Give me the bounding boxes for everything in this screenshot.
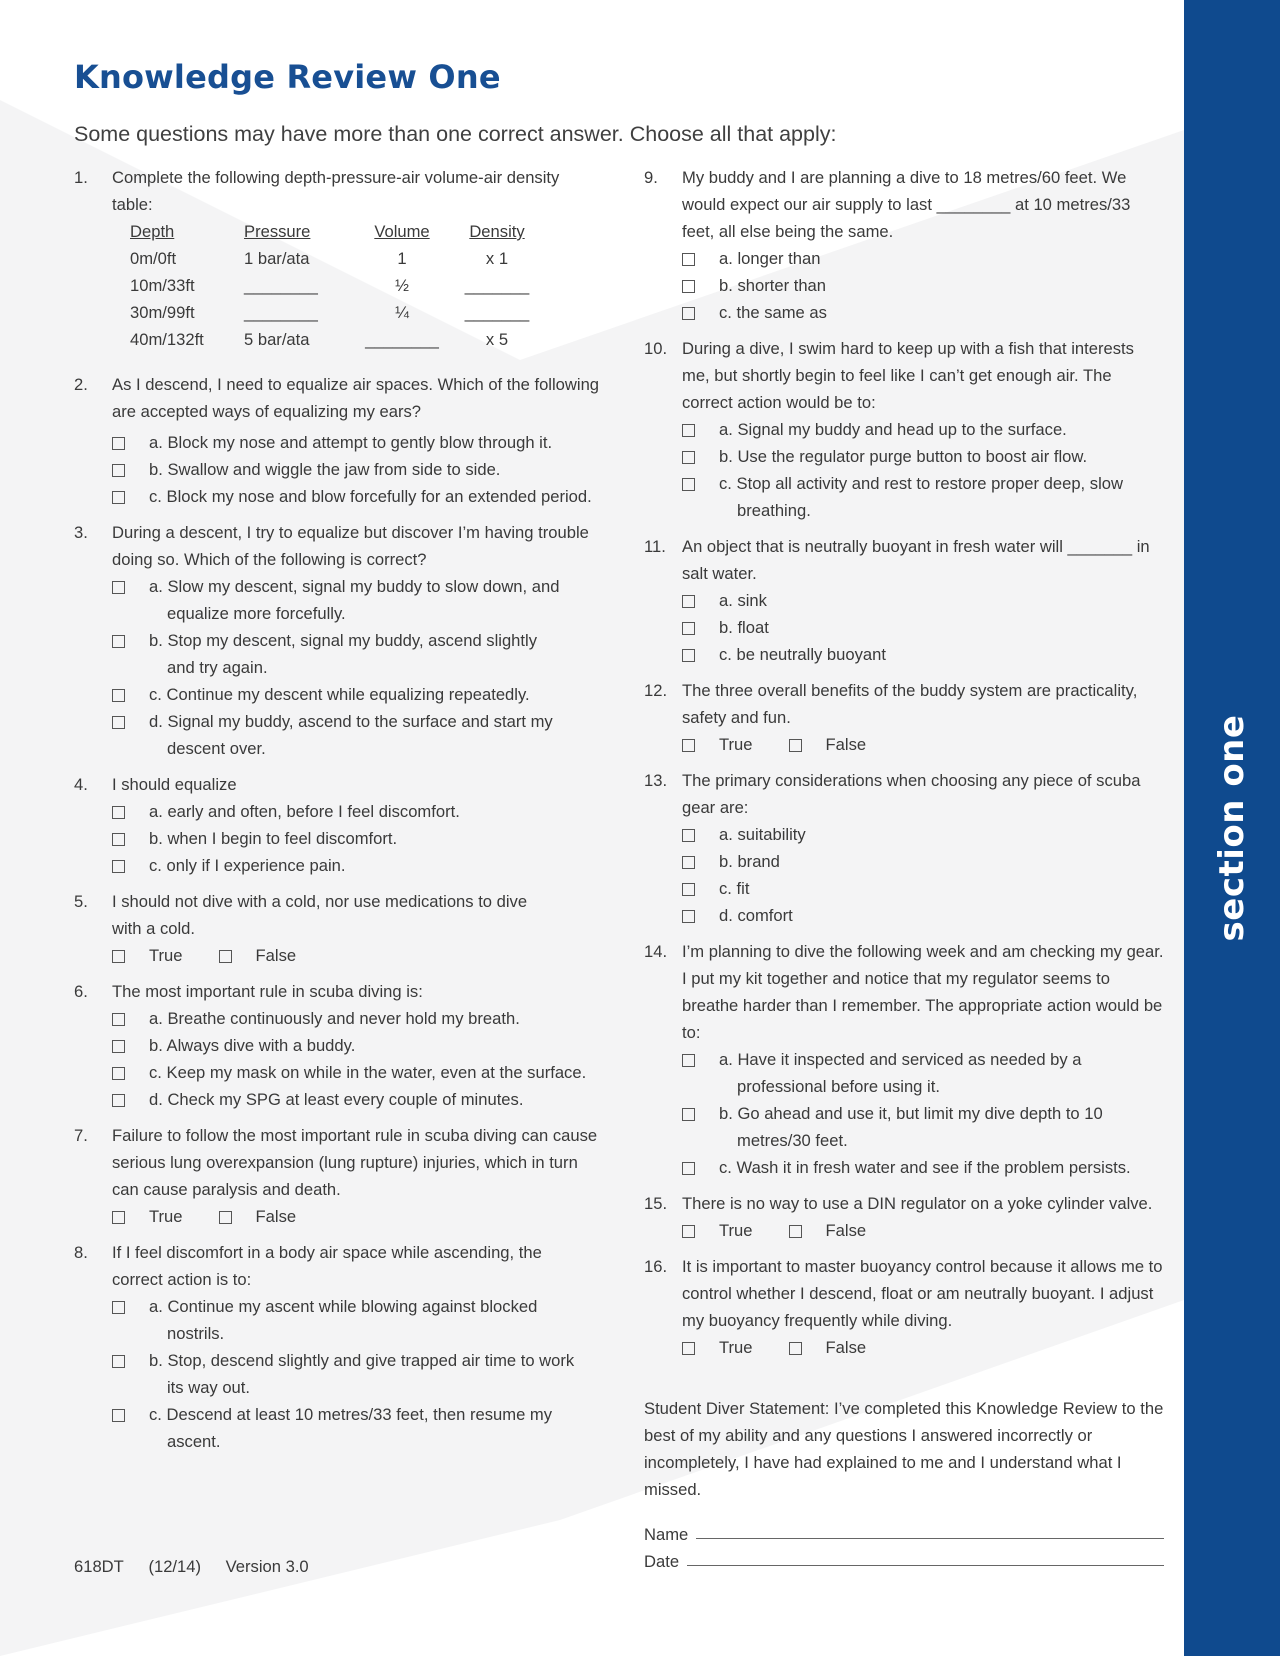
left-column <box>74 164 604 1464</box>
option-c[interactable] <box>74 681 604 708</box>
question-number: 10. <box>644 339 668 358</box>
option-c[interactable] <box>74 483 604 510</box>
checkbox[interactable] <box>682 478 695 491</box>
option-c[interactable] <box>644 641 1164 668</box>
option-label: True <box>719 1221 753 1240</box>
question-1 <box>74 164 604 353</box>
checkbox[interactable] <box>112 491 125 504</box>
table-cell: 10m/33ft <box>130 276 195 295</box>
option-true[interactable] <box>682 731 753 758</box>
option-b[interactable] <box>644 272 1164 299</box>
option-label: False <box>255 1207 297 1226</box>
option-label: True <box>719 735 753 754</box>
option-label: False <box>825 735 867 754</box>
question-12 <box>644 677 1164 758</box>
table-cell: 0m/0ft <box>130 249 177 268</box>
option-c[interactable] <box>74 1401 604 1455</box>
question-number: 11. <box>644 537 666 556</box>
option-label: b. shorter than <box>719 276 827 295</box>
option-label: a. early and often, before I feel discomfort. <box>149 802 460 821</box>
footer <box>74 1557 329 1577</box>
name-label: Name <box>644 1525 689 1544</box>
option-label: c. be neutrally buoyant <box>719 645 886 664</box>
question-text: An object that is neutrally buoyant in fresh water will _______ in salt water. <box>682 537 1150 583</box>
checkbox[interactable] <box>682 739 695 752</box>
option-true[interactable] <box>682 1217 753 1244</box>
option-label: a. sink <box>719 591 767 610</box>
date-label: Date <box>644 1552 680 1571</box>
question-5 <box>74 888 604 969</box>
checkbox[interactable] <box>112 1301 125 1314</box>
question-number: 5. <box>74 892 88 911</box>
checkbox[interactable] <box>682 595 695 608</box>
table-cell: 40m/132ft <box>130 330 204 349</box>
question-number: 1. <box>74 168 88 187</box>
option-label: True <box>149 946 183 965</box>
true-false-options <box>74 1203 604 1230</box>
checkbox[interactable] <box>112 1355 125 1368</box>
option-label: True <box>719 1338 753 1357</box>
page-title: Knowledge Review One <box>74 58 501 96</box>
option-d[interactable] <box>74 1086 604 1113</box>
checkbox[interactable] <box>112 716 125 729</box>
table-cell: 1 <box>397 249 407 268</box>
checkbox[interactable] <box>112 1013 125 1026</box>
table-header-density: Density <box>469 222 525 241</box>
option-b[interactable] <box>644 614 1164 641</box>
question-text: My buddy and I are planning a dive to 18 metres/60 feet. We would expect our air supply to last ________ at 10 metres/33 feet, all else being the same. <box>682 168 1131 241</box>
option-label: False <box>825 1221 867 1240</box>
checkbox[interactable] <box>112 689 125 702</box>
checkbox[interactable] <box>112 950 125 963</box>
checkbox[interactable] <box>112 635 125 648</box>
option-a[interactable] <box>74 429 604 456</box>
table-blank[interactable]: ________ <box>244 303 318 322</box>
name-input-line[interactable] <box>696 1521 1164 1539</box>
date-input-line[interactable] <box>687 1548 1164 1566</box>
option-b[interactable] <box>74 825 604 852</box>
option-true[interactable] <box>112 1203 183 1230</box>
checkbox[interactable] <box>682 280 695 293</box>
option-b[interactable] <box>74 456 604 483</box>
option-a[interactable] <box>74 573 604 627</box>
question-10 <box>644 335 1164 524</box>
option-false[interactable] <box>789 1334 867 1361</box>
checkbox[interactable] <box>219 1211 232 1224</box>
option-label: True <box>149 1207 183 1226</box>
option-a[interactable] <box>644 587 1164 614</box>
right-column <box>644 164 1164 1575</box>
checkbox[interactable] <box>682 622 695 635</box>
table-cell: ¼ <box>395 303 409 322</box>
question-15 <box>644 1190 1164 1244</box>
checkbox[interactable] <box>219 950 232 963</box>
question-4 <box>74 771 604 879</box>
option-label: c. Continue my descent while equalizing repeatedly. <box>149 685 530 704</box>
question-number: 7. <box>74 1126 88 1145</box>
table-cell: 1 bar/ata <box>244 249 310 268</box>
checkbox[interactable] <box>112 806 125 819</box>
option-d[interactable] <box>74 708 604 762</box>
question-text: During a descent, I try to equalize but discover I’m having trouble doing so. Which of the following is correct? <box>112 523 589 569</box>
question-text: As I descend, I need to equalize air spaces. Which of the following are accepted ways of equalizing my ears? <box>112 375 600 421</box>
question-3 <box>74 519 604 762</box>
option-c[interactable] <box>644 875 1164 902</box>
checkbox[interactable] <box>112 437 125 450</box>
question-number: 3. <box>74 523 88 542</box>
table-blank[interactable]: _______ <box>464 276 530 295</box>
option-b[interactable] <box>74 1032 604 1059</box>
option-label: a. Signal my buddy and head up to the surface. <box>719 420 1067 439</box>
checkbox[interactable] <box>789 1342 802 1355</box>
checkbox[interactable] <box>682 1225 695 1238</box>
question-text: I should not dive with a cold, nor use medications to dive with a cold. <box>112 892 528 938</box>
option-false[interactable] <box>789 731 867 758</box>
option-label: b. when I begin to feel discomfort. <box>149 829 398 848</box>
question-text: If I feel discomfort in a body air space while ascending, the correct action is to: <box>112 1243 542 1289</box>
option-label: b. Stop my descent, signal my buddy, ascend slightly and try again. <box>149 631 537 677</box>
date-signature-row <box>644 1548 1164 1575</box>
true-false-options <box>644 731 1164 758</box>
checkbox[interactable] <box>682 1108 695 1121</box>
table-blank[interactable]: ________ <box>244 276 318 295</box>
form-code: 618DT <box>74 1557 124 1576</box>
question-16 <box>644 1253 1164 1361</box>
option-label: d. Signal my buddy, ascend to the surface and start my descent over. <box>149 712 553 758</box>
name-signature-row <box>644 1521 1164 1548</box>
question-6 <box>74 978 604 1113</box>
table-header-volume: Volume <box>374 222 430 241</box>
option-true[interactable] <box>682 1334 753 1361</box>
option-label: b. brand <box>719 852 780 871</box>
option-label: b. Always dive with a buddy. <box>149 1036 356 1055</box>
question-text: The most important rule in scuba diving is: <box>112 982 423 1001</box>
option-label: c. Wash it in fresh water and see if the problem persists. <box>719 1158 1131 1177</box>
checkbox[interactable] <box>112 1040 125 1053</box>
table-cell: x 1 <box>485 249 509 268</box>
form-date: (12/14) <box>148 1557 202 1576</box>
checkbox[interactable] <box>112 1094 125 1107</box>
section-label: section one <box>1212 714 1252 942</box>
checkbox[interactable] <box>682 1054 695 1067</box>
option-a[interactable] <box>74 1005 604 1032</box>
checkbox[interactable] <box>682 883 695 896</box>
option-label: False <box>255 946 297 965</box>
table-cell: ½ <box>395 276 409 295</box>
checkbox[interactable] <box>682 856 695 869</box>
option-d[interactable] <box>644 902 1164 929</box>
question-text: It is important to master buoyancy control because it allows me to control whether I descend, float or am neutrally buoyant. I adjust my buoyancy frequently while diving. <box>682 1257 1163 1330</box>
question-11 <box>644 533 1164 668</box>
question-number: 2. <box>74 375 88 394</box>
option-a[interactable] <box>74 798 604 825</box>
table-cell: x 5 <box>485 330 509 349</box>
question-text: During a dive, I swim hard to keep up with a fish that interests me, but shortly begin to feel like I can’t get enough air. The correct action would be to: <box>682 339 1134 412</box>
option-c[interactable] <box>74 1059 604 1086</box>
question-number: 14. <box>644 942 668 961</box>
option-label: b. float <box>719 618 769 637</box>
option-label: a. suitability <box>719 825 806 844</box>
checkbox[interactable] <box>682 910 695 923</box>
option-b[interactable] <box>644 443 1164 470</box>
question-number: 4. <box>74 775 88 794</box>
true-false-options <box>74 942 604 969</box>
table-blank[interactable]: ________ <box>365 330 439 349</box>
question-text: The primary considerations when choosing any piece of scuba gear are: <box>682 771 1141 817</box>
option-a[interactable] <box>74 1293 604 1347</box>
question-number: 13. <box>644 771 668 790</box>
question-number: 16. <box>644 1257 668 1276</box>
option-c[interactable] <box>74 852 604 879</box>
option-label: c. the same as <box>719 303 827 322</box>
instructions: Some questions may have more than one correct answer. Choose all that apply: <box>74 122 837 146</box>
option-a[interactable] <box>644 1046 1164 1100</box>
question-number: 15. <box>644 1194 668 1213</box>
question-7 <box>74 1122 604 1230</box>
checkbox[interactable] <box>682 253 695 266</box>
option-true[interactable] <box>112 942 183 969</box>
option-label: c. fit <box>719 879 750 898</box>
option-a[interactable] <box>644 821 1164 848</box>
checkbox[interactable] <box>112 860 125 873</box>
checkbox[interactable] <box>112 833 125 846</box>
option-label: c. Keep my mask on while in the water, even at the surface. <box>149 1063 587 1082</box>
option-a[interactable] <box>644 245 1164 272</box>
option-label: a. Slow my descent, signal my buddy to slow down, and equalize more forcefully. <box>149 577 560 623</box>
form-version: Version 3.0 <box>225 1557 309 1576</box>
checkbox[interactable] <box>682 1162 695 1175</box>
option-label: c. Descend at least 10 metres/33 feet, then resume my ascent. <box>149 1405 553 1451</box>
option-b[interactable] <box>644 1100 1164 1154</box>
question-text: I should equalize <box>112 775 237 794</box>
checkbox[interactable] <box>789 1225 802 1238</box>
question-number: 12. <box>644 681 668 700</box>
option-label: b. Swallow and wiggle the jaw from side to side. <box>149 460 501 479</box>
table-header-pressure: Pressure <box>244 222 311 241</box>
option-c[interactable] <box>644 299 1164 326</box>
option-label: c. Stop all activity and rest to restore proper deep, slow breathing. <box>719 474 1123 520</box>
option-label: d. comfort <box>719 906 793 925</box>
option-a[interactable] <box>644 416 1164 443</box>
depth-pressure-table <box>130 218 604 353</box>
question-9 <box>644 164 1164 326</box>
checkbox[interactable] <box>789 739 802 752</box>
true-false-options <box>644 1217 1164 1244</box>
checkbox[interactable] <box>682 649 695 662</box>
question-number: 6. <box>74 982 88 1001</box>
option-label: b. Stop, descend slightly and give trapped air time to work its way out. <box>149 1351 575 1397</box>
option-label: b. Use the regulator purge button to boost air flow. <box>719 447 1088 466</box>
option-label: a. longer than <box>719 249 821 268</box>
table-blank[interactable]: _______ <box>464 303 530 322</box>
option-label: False <box>825 1338 867 1357</box>
option-label: b. Go ahead and use it, but limit my dive depth to 10 metres/30 feet. <box>719 1104 1103 1150</box>
option-label: c. only if I experience pain. <box>149 856 346 875</box>
question-14 <box>644 938 1164 1181</box>
option-b[interactable] <box>644 848 1164 875</box>
checkbox[interactable] <box>682 1342 695 1355</box>
question-number: 8. <box>74 1243 88 1262</box>
option-label: d. Check my SPG at least every couple of minutes. <box>149 1090 524 1109</box>
checkbox[interactable] <box>682 829 695 842</box>
true-false-options <box>644 1334 1164 1361</box>
option-c[interactable] <box>644 1154 1164 1181</box>
table-cell: 5 bar/ata <box>244 330 310 349</box>
checkbox[interactable] <box>682 451 695 464</box>
table-header-depth: Depth <box>130 222 175 241</box>
checkbox[interactable] <box>112 1211 125 1224</box>
question-text: I’m planning to dive the following week and am checking my gear. I put my kit together and notice that my regulator seems to breathe harder than I remember. The appropriate action would be to: <box>682 942 1164 1042</box>
option-label: a. Breathe continuously and never hold my breath. <box>149 1009 520 1028</box>
student-diver-statement: Student Diver Statement: I’ve completed this Knowledge Review to the best of my ability and any questions I answered incorrectly or incompletely, I have had explained to me and I understand what I missed. <box>644 1399 1164 1499</box>
question-2 <box>74 371 604 510</box>
question-text: Failure to follow the most important rule in scuba diving can cause serious lung overexpansion (lung rupture) injuries, which in turn can cause paralysis and death. <box>112 1126 598 1199</box>
checkbox[interactable] <box>112 464 125 477</box>
question-text: Complete the following depth-pressure-air volume-air density table: <box>112 168 560 214</box>
option-false[interactable] <box>219 1203 297 1230</box>
option-label: a. Have it inspected and serviced as needed by a professional before using it. <box>719 1050 1082 1096</box>
option-false[interactable] <box>789 1217 867 1244</box>
option-label: a. Continue my ascent while blowing against blocked nostrils. <box>149 1297 538 1343</box>
question-8 <box>74 1239 604 1455</box>
checkbox[interactable] <box>112 1067 125 1080</box>
option-label: a. Block my nose and attempt to gently blow through it. <box>149 433 553 452</box>
checkbox[interactable] <box>112 581 125 594</box>
checkbox[interactable] <box>682 307 695 320</box>
checkbox[interactable] <box>682 424 695 437</box>
question-text: There is no way to use a DIN regulator on a yoke cylinder valve. <box>682 1194 1153 1213</box>
option-label: c. Block my nose and blow forcefully for an extended period. <box>149 487 592 506</box>
checkbox[interactable] <box>112 1409 125 1422</box>
option-c[interactable] <box>644 470 1164 524</box>
option-b[interactable] <box>74 1347 604 1401</box>
table-cell: 30m/99ft <box>130 303 195 322</box>
question-13 <box>644 767 1164 929</box>
question-number: 9. <box>644 168 658 187</box>
option-b[interactable] <box>74 627 604 681</box>
question-text: The three overall benefits of the buddy system are practicality, safety and fun. <box>682 681 1138 727</box>
option-false[interactable] <box>219 942 297 969</box>
